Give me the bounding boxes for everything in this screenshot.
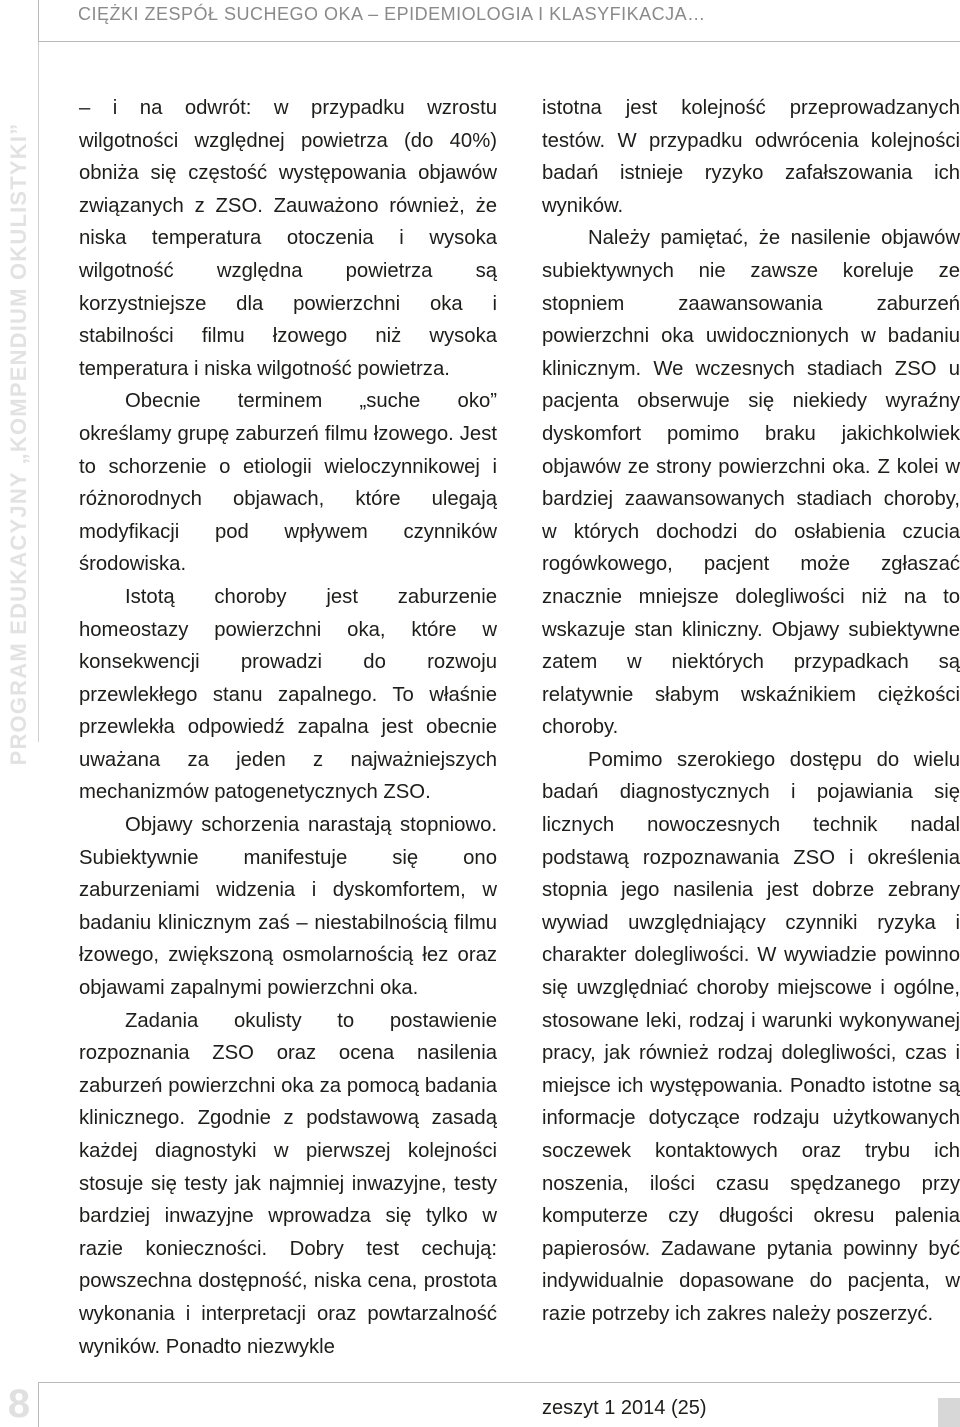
vertical-program-title: PROGRAM EDUKACYJNY „KOMPENDIUM OKULISTYKI” — [6, 122, 31, 766]
paragraph: – i na odwrót: w przypadku wzrostu wilgotności względnej powietrza (do 40%) obniża się częstość występowania objawów związanych z ZSO. Zauważono również, że niska temperatura otoczenia i wysoka wilgotność względna powietrza są korzystniejsze dla powierzchni oka i stabilności filmu łzowego niż wysoka temperatura i niska wilgotność powietrza. — [79, 97, 497, 380]
running-head: CIĘŻKI ZESPÓŁ SUCHEGO OKA – EPIDEMIOLOGIA I KLASYFIKACJA… — [78, 4, 706, 24]
corner-tab — [938, 1398, 960, 1427]
paragraph: Obecnie terminem „suche oko” określamy grupę zaburzeń filmu łzowego. Jest to schorzenie o etiologii wieloczynnikowej i różnorodnych objawach, które ulegają modyfikacji pod wpływem czynników środowiska. — [79, 390, 497, 576]
footer-rule — [38, 1382, 960, 1383]
footer-vertical-rule — [38, 1382, 39, 1427]
paragraph: Istotą choroby jest zaburzenie homeostazy powierzchni oka, które w konsekwencji prowadzi do rozwoju przewlekłego stanu zapalnego. To właśnie przewlekła odpowiedź zapalna jest obecnie uważana za jeden z najważniejszych mechanizmów patogenetycznych ZSO. — [79, 585, 497, 804]
paragraph: Zadania okulisty to postawienie rozpoznania ZSO oraz ocena nasilenia zaburzeń powierzchni oka za pomocą badania klinicznego. Zgodnie z podstawową zasadą każdej diagnostyki w pierwszej kolejności stosuje się testy jak najmniej inwazyjne, testy bardziej inwazyjne wprowadza się tylko w razie konieczności. Dobry test cechują: powszechna dostępność, niska cena, prostota wykonania i interpretacji oraz powtarzalność wyników. Ponadto niezwykle — [79, 1009, 497, 1358]
issue-label: zeszyt 1 2014 (25) — [542, 1397, 707, 1419]
header-vertical-rule — [38, 0, 39, 42]
paragraph: Należy pamiętać, że nasilenie objawów subiektywnych nie zawsze koreluje ze stopniem zaawansowania zaburzeń powierzchni oka uwidocznionych w badaniu klinicznym. We wczesnych stadiach ZSO u pacjenta obserwuje się niekiedy wyraźny dyskomfort pomimo braku jakichkolwiek objawów ze strony powierzchni oka. Z kolei w bardziej zaawansowanych stadiach choroby, w których dochodzi do osłabienia czucia rogówkowego, pacjent może zgłaszać znacznie mniejsze dolegliwości niż na to wskazuje stan kliniczny. Objawy subiektywne zatem w niektórych przypadkach są relatywnie słabym wskaźnikiem ciężkości choroby. — [542, 227, 960, 739]
side-rule — [38, 42, 39, 742]
paragraph: istotna jest kolejność przeprowadzanych testów. W przypadku odwrócenia kolejności badań istnieje ryzyko zafałszowania ich wyników. — [542, 97, 960, 217]
paragraph: Pomimo szerokiego dostępu do wielu badań diagnostycznych i pojawiania się licznych nowoczesnych technik nadal podstawą rozpoznawania ZSO i określenia stopnia jego nasilenia jest dobrze zebrany wywiad uwzględniający czynniki ryzyka i charakter dolegliwości. W wywiadzie powinno się uwzględniać choroby miejscowe i ogólne, stosowane leki, rodzaj i warunki wykonywanej pracy, jak również rodzaj dolegliwości, czas i miejsce ich występowania. Ponadto istotne są informacje dotyczące rodzaju użytkowanych soczewek kontaktowych oraz trybu ich noszenia, ilości czasu spędzanego przy komputerze czy długości okresu palenia papierosów. Zadawane pytania powinny być indywidualnie dopasowane do pacjenta, w razie potrzeby ich zakres należy poszerzyć. — [542, 748, 960, 1325]
header-rule — [38, 41, 960, 42]
side-strip — [0, 42, 38, 766]
paragraph: Objawy schorzenia narastają stopniowo. Subiektywnie manifestuje się ono zaburzeniami widzenia i dyskomfortem, w badaniu klinicznym zaś – niestabilnością filmu łzowego, zwiększoną osmolarnością łez oraz objawami zapalnymi powierzchni oka. — [79, 814, 497, 1000]
right-text-column — [542, 92, 960, 1331]
left-text-column — [79, 92, 497, 1363]
page-number: 8 — [7, 1382, 31, 1426]
